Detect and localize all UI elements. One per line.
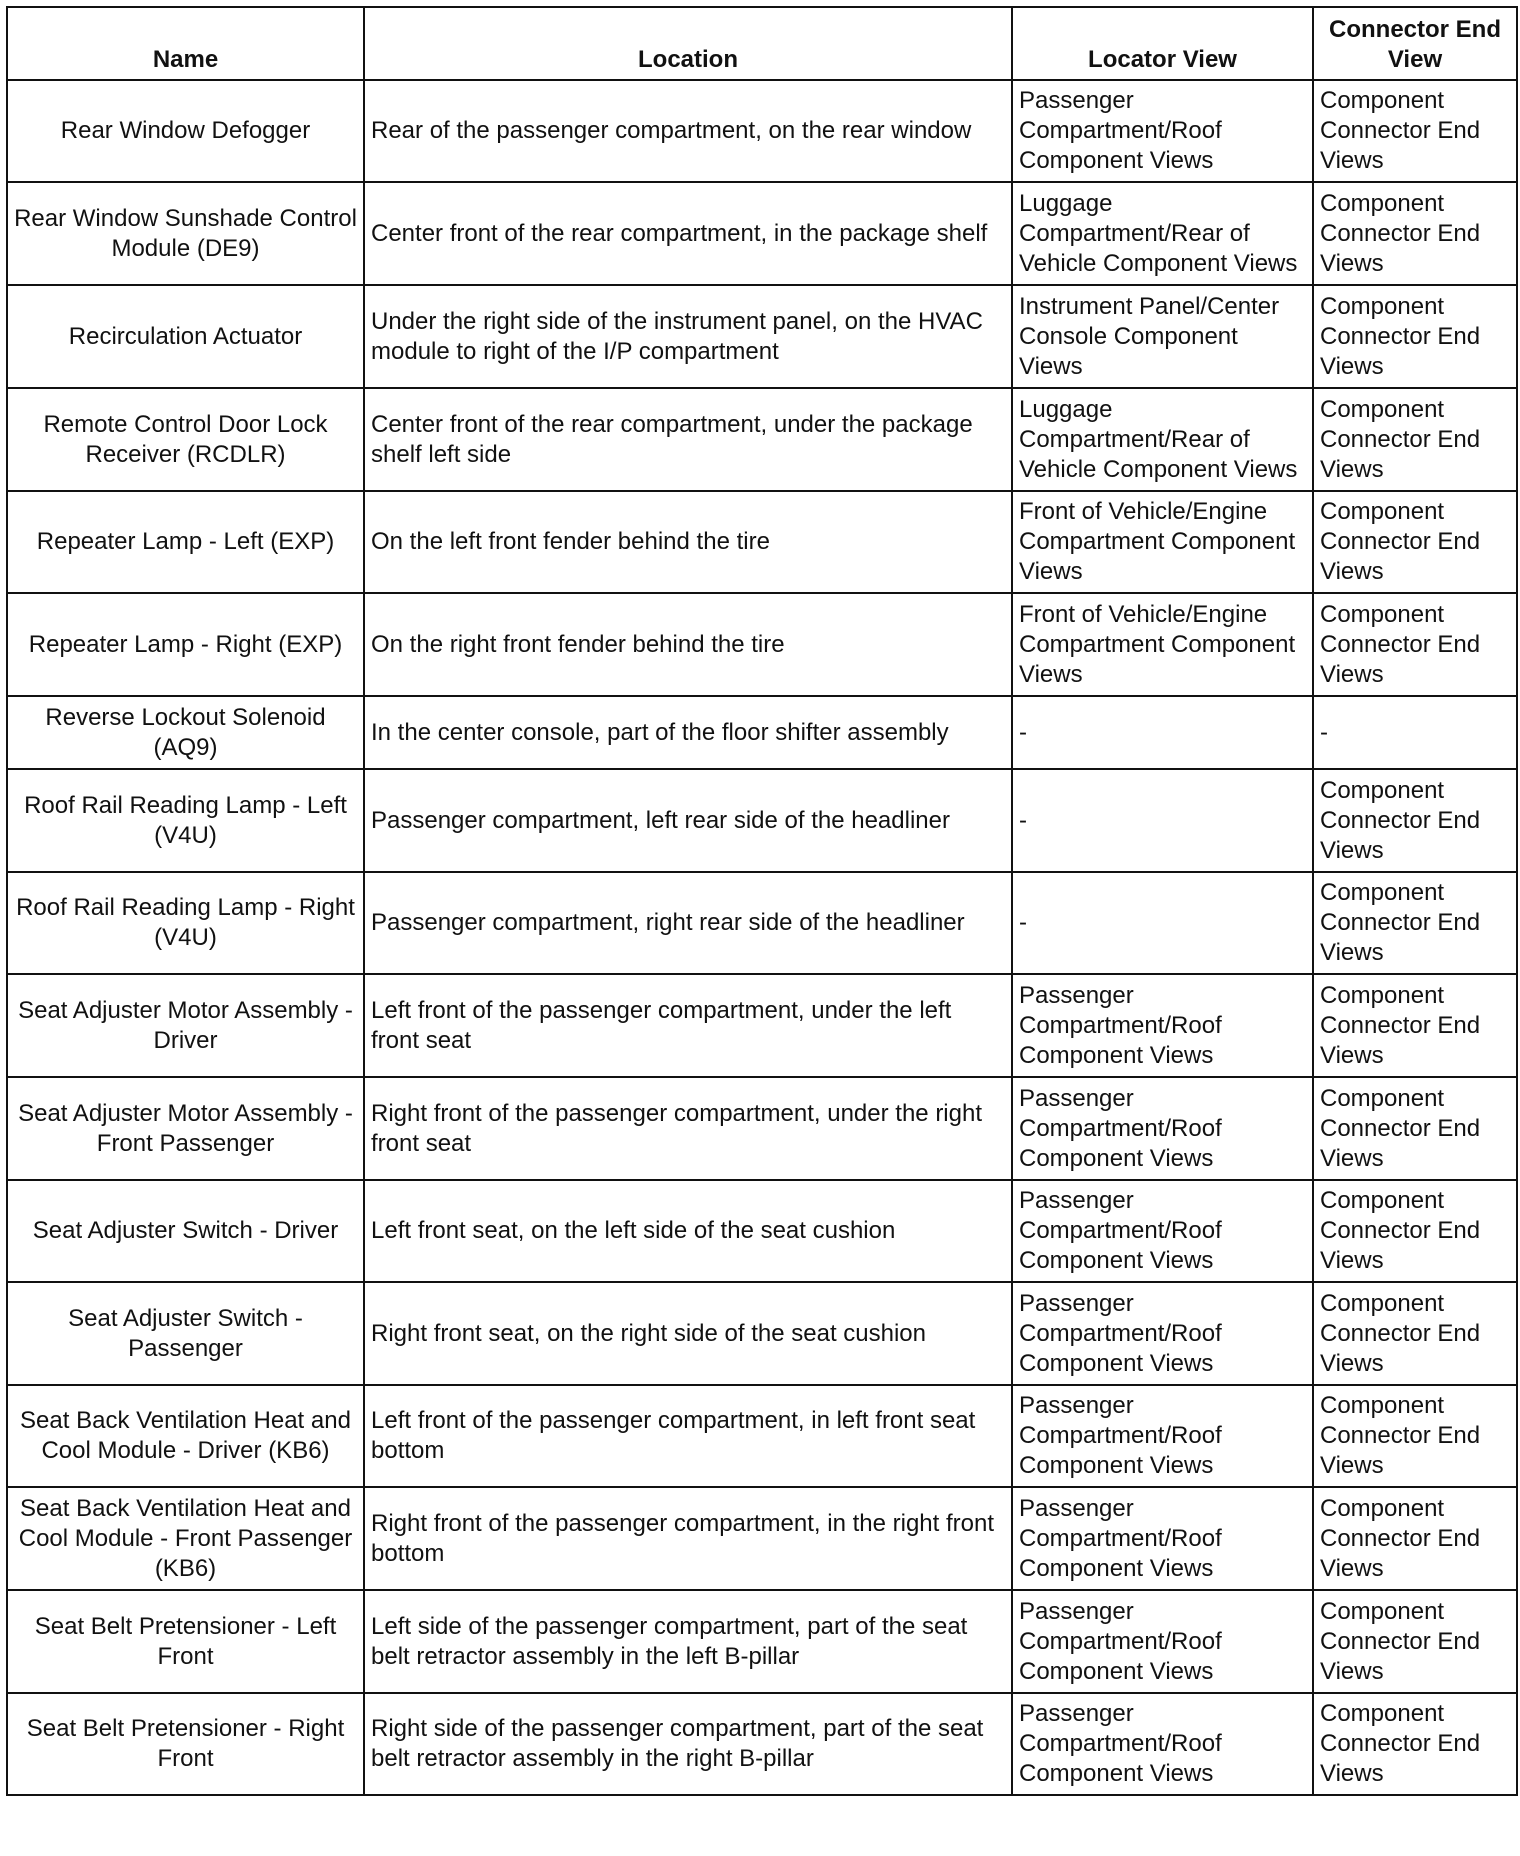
row-locator-view: Passenger Compartment/Roof Component Views — [1012, 80, 1313, 182]
row-name: Seat Belt Pretensioner - Right Front — [7, 1693, 364, 1795]
table-body — [7, 80, 1517, 1795]
table-row — [7, 491, 1517, 593]
row-connector-end-view: Component Connector End Views — [1313, 1693, 1517, 1795]
row-locator-view: Passenger Compartment/Roof Component Views — [1012, 1385, 1313, 1487]
row-name: Seat Adjuster Motor Assembly - Driver — [7, 974, 364, 1077]
row-locator-view: Luggage Compartment/Rear of Vehicle Component Views — [1012, 182, 1313, 285]
row-location: Left front seat, on the left side of the seat cushion — [364, 1180, 1012, 1282]
row-name: Seat Back Ventilation Heat and Cool Module - Driver (KB6) — [7, 1385, 364, 1487]
component-locator-table — [6, 6, 1518, 1796]
row-connector-end-view: Component Connector End Views — [1313, 593, 1517, 696]
table-row — [7, 872, 1517, 974]
row-name: Roof Rail Reading Lamp - Left (V4U) — [7, 769, 364, 872]
row-location: On the right front fender behind the tire — [364, 593, 1012, 696]
row-name: Rear Window Defogger — [7, 80, 364, 182]
header-locator-view: Locator View — [1012, 7, 1313, 80]
row-connector-end-view: Component Connector End Views — [1313, 1385, 1517, 1487]
row-locator-view: Luggage Compartment/Rear of Vehicle Component Views — [1012, 388, 1313, 491]
row-location: Right front seat, on the right side of the seat cushion — [364, 1282, 1012, 1385]
row-location: Under the right side of the instrument panel, on the HVAC module to right of the I/P compartment — [364, 285, 1012, 388]
row-locator-view: Passenger Compartment/Roof Component Views — [1012, 1487, 1313, 1590]
row-locator-view: Passenger Compartment/Roof Component Views — [1012, 1590, 1313, 1693]
row-connector-end-view: Component Connector End Views — [1313, 769, 1517, 872]
row-connector-end-view: Component Connector End Views — [1313, 872, 1517, 974]
row-location: Right front of the passenger compartment, in the right front bottom — [364, 1487, 1012, 1590]
row-name: Recirculation Actuator — [7, 285, 364, 388]
row-connector-end-view: Component Connector End Views — [1313, 80, 1517, 182]
table-row — [7, 285, 1517, 388]
row-name: Seat Adjuster Switch - Driver — [7, 1180, 364, 1282]
table-row — [7, 696, 1517, 769]
row-name: Reverse Lockout Solenoid (AQ9) — [7, 696, 364, 769]
table-row — [7, 1385, 1517, 1487]
table-row — [7, 1282, 1517, 1385]
table-row — [7, 1180, 1517, 1282]
row-locator-view: - — [1012, 872, 1313, 974]
row-location: Rear of the passenger compartment, on the rear window — [364, 80, 1012, 182]
row-locator-view: Passenger Compartment/Roof Component Views — [1012, 1282, 1313, 1385]
row-location: Right side of the passenger compartment, part of the seat belt retractor assembly in the right B-pillar — [364, 1693, 1012, 1795]
table-row — [7, 1590, 1517, 1693]
table-row — [7, 974, 1517, 1077]
row-locator-view: Front of Vehicle/Engine Compartment Component Views — [1012, 491, 1313, 593]
row-connector-end-view: Component Connector End Views — [1313, 974, 1517, 1077]
row-connector-end-view: - — [1313, 696, 1517, 769]
row-locator-view: Passenger Compartment/Roof Component Views — [1012, 1693, 1313, 1795]
row-location: Left side of the passenger compartment, part of the seat belt retractor assembly in the left B-pillar — [364, 1590, 1012, 1693]
row-location: Left front of the passenger compartment, under the left front seat — [364, 974, 1012, 1077]
header-location: Location — [364, 7, 1012, 80]
row-name: Rear Window Sunshade Control Module (DE9) — [7, 182, 364, 285]
row-name: Roof Rail Reading Lamp - Right (V4U) — [7, 872, 364, 974]
header-connector-end-view: Connector End View — [1313, 7, 1517, 80]
row-location: Left front of the passenger compartment, in left front seat bottom — [364, 1385, 1012, 1487]
row-locator-view: Front of Vehicle/Engine Compartment Component Views — [1012, 593, 1313, 696]
row-name: Repeater Lamp - Left (EXP) — [7, 491, 364, 593]
table-row — [7, 1487, 1517, 1590]
row-name: Remote Control Door Lock Receiver (RCDLR) — [7, 388, 364, 491]
row-name: Seat Adjuster Switch - Passenger — [7, 1282, 364, 1385]
row-name: Repeater Lamp - Right (EXP) — [7, 593, 364, 696]
table-row — [7, 80, 1517, 182]
row-locator-view: Passenger Compartment/Roof Component Views — [1012, 974, 1313, 1077]
row-connector-end-view: Component Connector End Views — [1313, 491, 1517, 593]
row-locator-view: Passenger Compartment/Roof Component Views — [1012, 1180, 1313, 1282]
row-connector-end-view: Component Connector End Views — [1313, 182, 1517, 285]
row-connector-end-view: Component Connector End Views — [1313, 1282, 1517, 1385]
row-location: Center front of the rear compartment, under the package shelf left side — [364, 388, 1012, 491]
row-location: Passenger compartment, left rear side of the headliner — [364, 769, 1012, 872]
row-connector-end-view: Component Connector End Views — [1313, 1487, 1517, 1590]
row-connector-end-view: Component Connector End Views — [1313, 285, 1517, 388]
row-locator-view: - — [1012, 769, 1313, 872]
row-locator-view: Passenger Compartment/Roof Component Views — [1012, 1077, 1313, 1180]
table-row — [7, 769, 1517, 872]
table-row — [7, 182, 1517, 285]
table-row — [7, 593, 1517, 696]
table-row — [7, 1077, 1517, 1180]
table-header-row — [7, 7, 1517, 80]
row-name: Seat Back Ventilation Heat and Cool Module - Front Passenger (KB6) — [7, 1487, 364, 1590]
row-name: Seat Adjuster Motor Assembly - Front Passenger — [7, 1077, 364, 1180]
row-location: In the center console, part of the floor shifter assembly — [364, 696, 1012, 769]
row-connector-end-view: Component Connector End Views — [1313, 1180, 1517, 1282]
row-locator-view: Instrument Panel/Center Console Component Views — [1012, 285, 1313, 388]
row-locator-view: - — [1012, 696, 1313, 769]
row-connector-end-view: Component Connector End Views — [1313, 388, 1517, 491]
row-location: Right front of the passenger compartment, under the right front seat — [364, 1077, 1012, 1180]
row-location: Center front of the rear compartment, in the package shelf — [364, 182, 1012, 285]
row-location: On the left front fender behind the tire — [364, 491, 1012, 593]
row-location: Passenger compartment, right rear side of the headliner — [364, 872, 1012, 974]
table-row — [7, 1693, 1517, 1795]
header-name: Name — [7, 7, 364, 80]
table-row — [7, 388, 1517, 491]
row-connector-end-view: Component Connector End Views — [1313, 1077, 1517, 1180]
row-name: Seat Belt Pretensioner - Left Front — [7, 1590, 364, 1693]
row-connector-end-view: Component Connector End Views — [1313, 1590, 1517, 1693]
